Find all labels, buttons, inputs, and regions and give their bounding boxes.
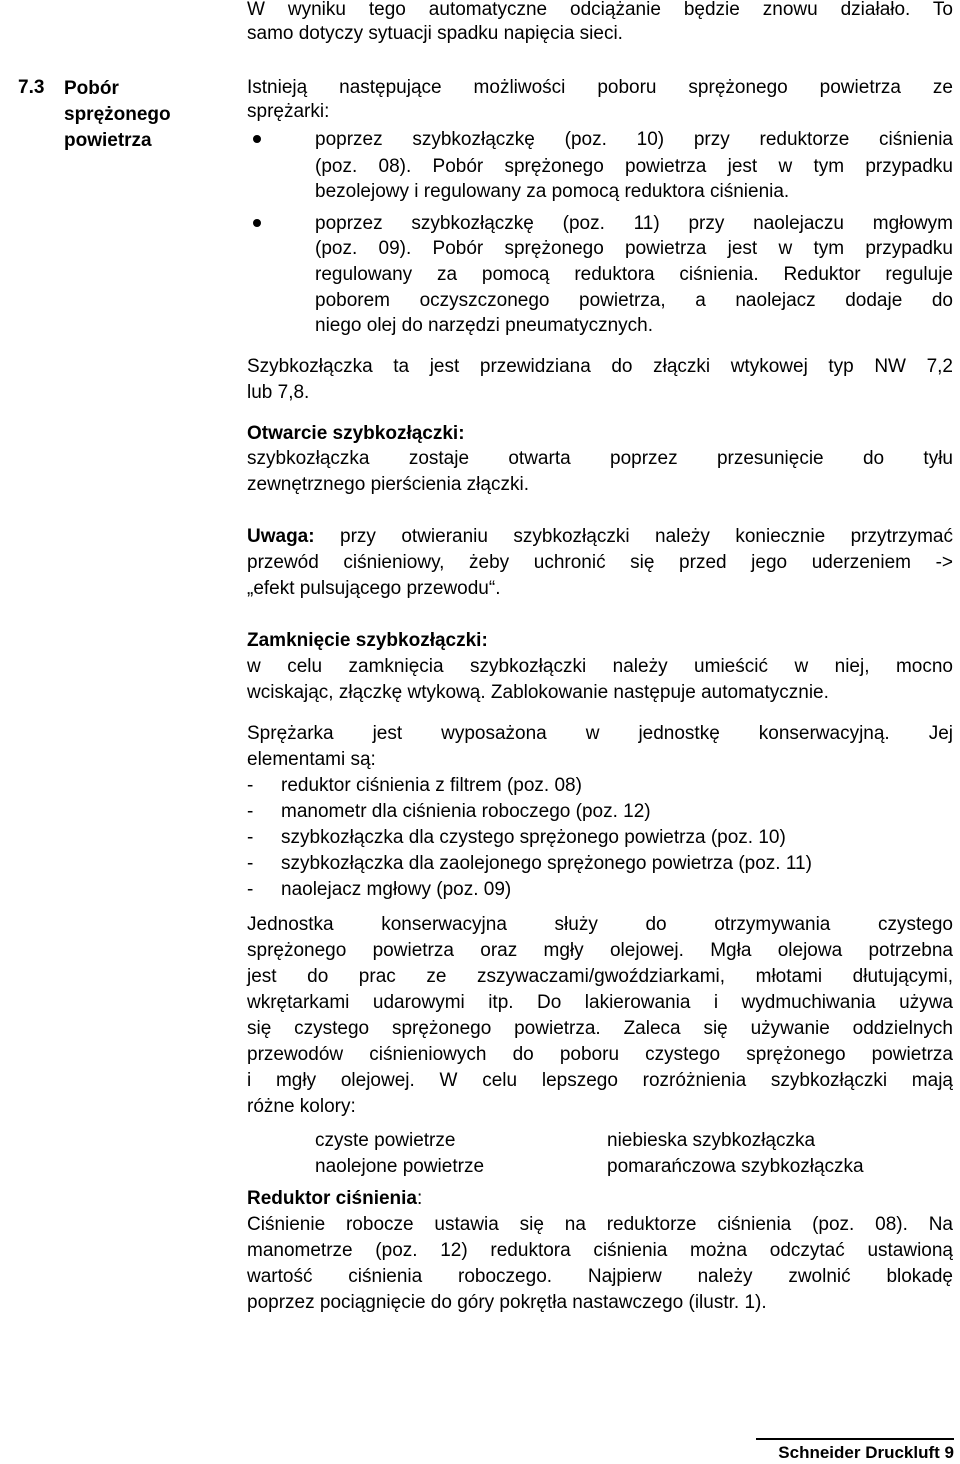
warning-line-1 xyxy=(247,525,953,549)
options-line-2: sprężarki: xyxy=(247,101,330,122)
reducer-colon: : xyxy=(417,1188,423,1209)
nw-line-1: Szybkozłączka ta jest przewidziana do złączki wtykowej typ NW 7,2 xyxy=(247,356,953,377)
nw-line-2: lub 7,8. xyxy=(247,382,310,403)
list-item: szybkozłączka dla zaolejonego sprężonego powietrza (poz. 11) xyxy=(281,853,812,874)
colors-air: czyste powietrze xyxy=(315,1130,456,1151)
colors-coupling: niebieska szybkozłączka xyxy=(607,1130,816,1151)
close-line-1: w celu zamknięcia szybkozłączki należy umieścić w niej, mocno xyxy=(247,656,953,677)
unit-para-line: przewodów ciśnieniowych do poboru czystego sprężonego powietrza xyxy=(247,1044,953,1065)
open-line-2: zewnętrznego pierścienia złączki. xyxy=(247,474,529,495)
list-item: naolejacz mgłowy (poz. 09) xyxy=(281,879,512,900)
reducer-line: Ciśnienie robocze ustawia się na reduktorze ciśnienia (poz. 08). Na xyxy=(247,1214,953,1235)
list-dash: - xyxy=(247,879,254,900)
reducer-line: poprzez pociągnięcie do góry pokrętła nastawczego (ilustr. 1). xyxy=(247,1292,767,1313)
section-number: 7.3 xyxy=(18,77,45,98)
section-title-line: sprężonego xyxy=(64,104,171,125)
bullet2-line-3: regulowany za pomocą reduktora ciśnienia. Reduktor reguluje xyxy=(315,264,953,285)
close-line-2: wciskając, złączkę wtykową. Zablokowanie następuje automatycznie. xyxy=(247,682,829,703)
list-item: szybkozłączka dla czystego sprężonego powietrza (poz. 10) xyxy=(281,827,786,848)
unit-para-line: różne kolory: xyxy=(247,1096,356,1117)
close-heading: Zamknięcie szybkozłączki: xyxy=(247,630,488,651)
warning-line-3: „efekt pulsującego przewodu“. xyxy=(247,578,501,599)
unit-para-line: wkrętarkami udarowymi itp. Do lakierowania i wydmuchiwania używa xyxy=(247,992,953,1013)
list-dash: - xyxy=(247,853,254,874)
section-title-line: powietrza xyxy=(64,130,152,151)
reducer-heading-line xyxy=(247,1187,422,1211)
unit-para-line: sprężonego powietrza oraz mgły olejowej. Mgła olejowa potrzebna xyxy=(247,940,953,961)
unit-line-2: elementami są: xyxy=(247,749,376,770)
unit-para-line: jest do prac ze zszywaczami/gwoździarkami, młotami dłutującymi, xyxy=(247,966,953,987)
bullet2-line-2: (poz. 09). Pobór sprężonego powietrza jest w tym przypadku xyxy=(315,238,953,259)
page-footer: Schneider Druckluft 9 xyxy=(778,1443,954,1462)
list-item: manometr dla ciśnienia roboczego (poz. 12) xyxy=(281,801,651,822)
footer-rule xyxy=(756,1438,954,1440)
colors-air: naolejone powietrze xyxy=(315,1156,485,1177)
section-title xyxy=(64,76,214,154)
list-dash: - xyxy=(247,801,254,822)
bullet2-line-1: poprzez szybkozłączkę (poz. 11) przy naolejaczu mgłowym xyxy=(315,213,953,234)
bullet1-line-1: poprzez szybkozłączkę (poz. 10) przy reduktorze ciśnienia xyxy=(315,129,953,150)
colors-coupling: pomarańczowa szybkozłączka xyxy=(607,1156,864,1177)
unit-para-line: się czystego sprężonego powietrza. Zaleca się używanie oddzielnych xyxy=(247,1018,953,1039)
bullet-icon xyxy=(253,219,261,227)
list-dash: - xyxy=(247,775,254,796)
open-line-1: szybkozłączka zostaje otwarta poprzez przesunięcie do tyłu xyxy=(247,448,953,469)
unit-para-line: Jednostka konserwacyjna służy do otrzymywania czystego xyxy=(247,914,953,935)
intro-line-1: W wyniku tego automatyczne odciążanie będzie znowu działało. To xyxy=(247,0,953,20)
bullet1-line-3: bezolejowy i regulowany za pomocą reduktora ciśnienia. xyxy=(315,181,790,202)
bullet2-line-4: poborem oczyszczonego powietrza, a naolejacz dodaje do xyxy=(315,290,953,311)
bullet-icon xyxy=(253,135,261,143)
section-title-line: Pobór xyxy=(64,78,119,99)
intro-line-2: samo dotyczy sytuacji spadku napięcia sieci. xyxy=(247,23,623,44)
reducer-line: wartość ciśnienia roboczego. Najpierw należy zwolnić blokadę xyxy=(247,1266,953,1287)
warning-line-2: przewód ciśnieniowy, żeby uchronić się przed jego uderzeniem -> xyxy=(247,552,953,573)
reducer-heading: Reduktor ciśnienia xyxy=(247,1188,417,1209)
bullet2-line-5: niego olej do narzędzi pneumatycznych. xyxy=(315,315,653,336)
open-heading: Otwarcie szybkozłączki: xyxy=(247,423,465,444)
unit-line-1: Sprężarka jest wyposażona w jednostkę konserwacyjną. Jej xyxy=(247,723,953,744)
unit-para-line: i mgły olejowej. W celu lepszego rozróżnienia szybkozłączki mają xyxy=(247,1070,953,1091)
reducer-line: manometrze (poz. 12) reduktora ciśnienia można odczytać ustawioną xyxy=(247,1240,953,1261)
options-line-1: Istnieją następujące możliwości poboru sprężonego powietrza ze xyxy=(247,77,953,98)
list-dash: - xyxy=(247,827,254,848)
warning-label: Uwaga: xyxy=(247,526,315,547)
warning-text: przy otwieraniu szybkozłączki należy koniecznie przytrzymać xyxy=(314,526,953,547)
bullet1-line-2: (poz. 08). Pobór sprężonego powietrza jest w tym przypadku xyxy=(315,156,953,177)
list-item: reduktor ciśnienia z filtrem (poz. 08) xyxy=(281,775,582,796)
